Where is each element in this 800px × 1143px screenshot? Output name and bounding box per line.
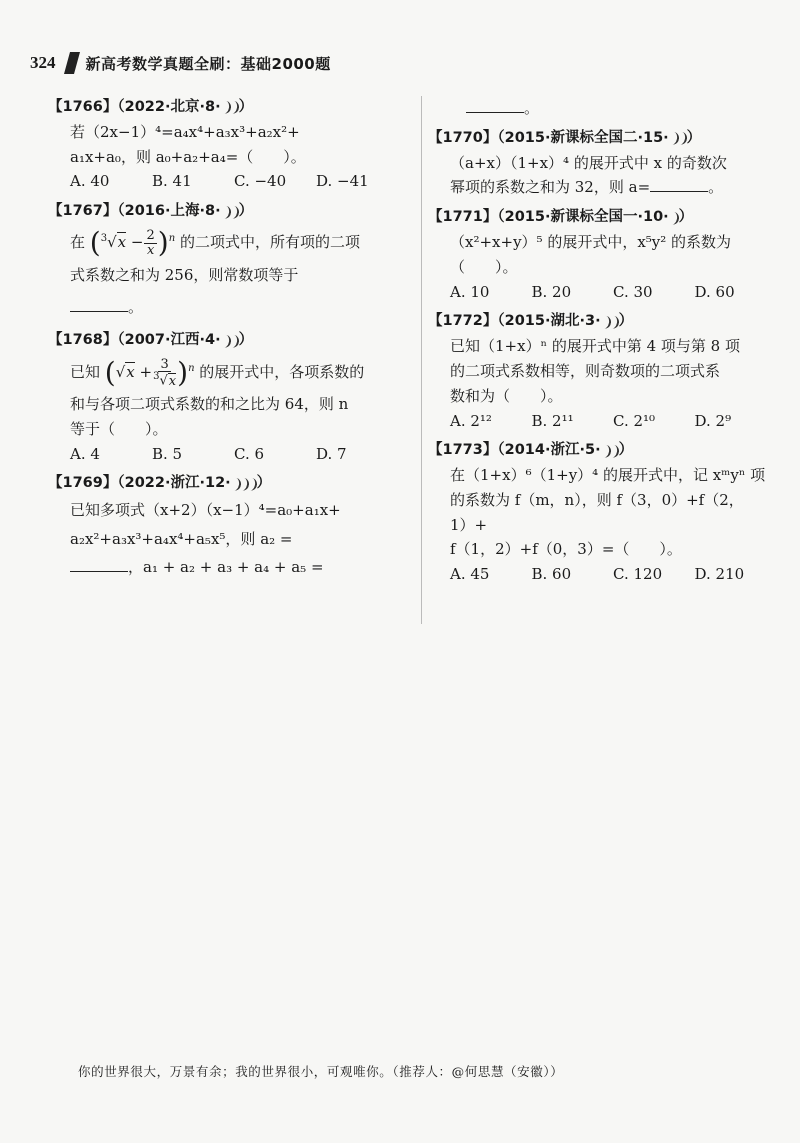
option-c: C. 30 bbox=[613, 282, 653, 301]
page-header bbox=[30, 50, 331, 76]
problem-text: 在 ($^3$√x − $\frac{2}{x}$ )$^n$ 的二项式中，所有项的二项 bbox=[70, 226, 360, 260]
option-a: A. 40 bbox=[70, 172, 110, 191]
answer-blank bbox=[650, 177, 708, 192]
problem-1771 bbox=[428, 206, 776, 304]
problem-text: 已知 (√x + $\frac{3}{^3√x}$ )$^n$ 的展开式中，各项系数的 bbox=[70, 356, 365, 390]
option-d: D. 210 bbox=[694, 565, 745, 584]
option-b: B. 20 bbox=[531, 282, 572, 301]
problem-1769-continued: 。 bbox=[436, 96, 776, 121]
book-title: 新高考数学真题全刷：基础2000题 bbox=[85, 54, 331, 73]
option-a: A. 2¹² bbox=[450, 411, 492, 430]
problem-text: 幂项的系数之和为 32，则 a= 。 bbox=[450, 178, 724, 197]
answer-options bbox=[436, 409, 776, 434]
problem-text: 。 bbox=[56, 292, 408, 324]
option-d: D. 2⁹ bbox=[694, 411, 732, 430]
option-a: A. 45 bbox=[450, 565, 490, 584]
difficulty-icon bbox=[222, 206, 238, 219]
problem-text: （ ）。 bbox=[450, 257, 518, 276]
problem-text: 在（1+x）⁶（1+y）⁴ 的展开式中，记 xᵐyⁿ 项 bbox=[450, 466, 766, 485]
difficulty-icon bbox=[602, 445, 618, 458]
answer-options bbox=[56, 169, 408, 194]
problem-1772 bbox=[428, 310, 776, 433]
problem-text: a₁x+a₀，则 a₀+a₂+a₄=（ ）。 bbox=[70, 147, 306, 166]
problem-heading: 【1770】（2015·新课标全国二·15· ） bbox=[428, 129, 702, 146]
problem-1773 bbox=[428, 439, 776, 587]
problem-text: 式系数之和为 256，则常数项等于 bbox=[70, 266, 299, 285]
problem-1769 bbox=[48, 472, 408, 581]
problem-text: 数和为（ ）。 bbox=[450, 386, 563, 405]
problem-heading: 【1772】（2015·湖北·3· ） bbox=[428, 313, 634, 330]
answer-options bbox=[56, 442, 408, 467]
difficulty-icon bbox=[670, 132, 686, 145]
math-expression: ($^3$√x − $\frac{2}{x}$ )$^n$ bbox=[89, 226, 176, 260]
option-b: B. 41 bbox=[152, 172, 192, 191]
difficulty-icon bbox=[232, 478, 256, 491]
math-expression: (√x + $\frac{3}{^3√x}$ )$^n$ bbox=[104, 356, 195, 390]
problem-text: 已知多项式（x+2）（x−1）⁴=a₀+a₁x+ bbox=[70, 501, 341, 520]
problem-heading: 【1773】（2014·浙江·5· ） bbox=[428, 442, 634, 459]
option-b: B. 5 bbox=[152, 444, 183, 463]
problem-1767 bbox=[48, 200, 408, 323]
slash-decoration-icon bbox=[64, 52, 80, 74]
answer-blank bbox=[466, 98, 524, 113]
answer-options bbox=[436, 562, 776, 587]
problem-text: （x²+x+y）⁵ 的展开式中，x⁵y² 的系数为 bbox=[450, 233, 732, 252]
problem-heading: 【1771】（2015·新课标全国一·10· ） bbox=[428, 209, 694, 226]
page-number: 324 bbox=[30, 53, 56, 72]
problem-text: 若（2x−1）⁴=a₄x⁴+a₃x³+a₂x²+ bbox=[70, 122, 300, 141]
option-b: B. 60 bbox=[531, 565, 572, 584]
left-column bbox=[48, 96, 408, 588]
option-a: A. 4 bbox=[70, 444, 100, 463]
option-c: C. 6 bbox=[234, 444, 265, 463]
right-column bbox=[428, 96, 776, 593]
option-a: A. 10 bbox=[450, 282, 490, 301]
difficulty-icon bbox=[222, 335, 238, 348]
problem-text: 和与各项二项式系数的和之比为 64，则 n bbox=[70, 395, 349, 414]
column-divider bbox=[421, 96, 422, 624]
problem-heading: 【1769】（2022·浙江·12· ） bbox=[48, 475, 272, 492]
answer-blank bbox=[70, 557, 128, 572]
problem-text: f（1，2）+f（0，3）=（ ）。 bbox=[450, 540, 682, 559]
problem-text: a₂x²+a₃x³+a₄x⁴+a₅x⁵，则 a₂ = bbox=[70, 529, 293, 548]
problem-heading: 【1766】（2022·北京·8· ） bbox=[48, 99, 254, 115]
difficulty-icon bbox=[222, 101, 238, 114]
problem-text: 的系数为 f（m，n），则 f（3，0）+f（2，1）+ bbox=[450, 490, 744, 534]
option-c: C. 120 bbox=[613, 565, 663, 584]
problem-text: 的二项式系数相等，则奇数项的二项式系 bbox=[450, 362, 721, 381]
problem-heading: 【1768】（2007·江西·4· ） bbox=[48, 332, 254, 349]
footer-quote: 你的世界很大，万景有余；我的世界很小，可观唯你。（推荐人：@何思慧（安徽）） bbox=[78, 1064, 564, 1079]
answer-options bbox=[436, 280, 776, 305]
difficulty-icon bbox=[670, 212, 678, 225]
problem-heading: 【1767】（2016·上海·8· ） bbox=[48, 203, 254, 220]
answer-blank bbox=[70, 297, 128, 312]
option-d: D. −41 bbox=[316, 172, 369, 191]
problem-1768 bbox=[48, 329, 408, 466]
option-c: C. −40 bbox=[234, 172, 287, 191]
problem-text: 等于（ ）。 bbox=[70, 419, 168, 438]
problem-1766 bbox=[48, 96, 408, 194]
option-d: D. 60 bbox=[694, 282, 735, 301]
problem-1770 bbox=[428, 127, 776, 200]
problem-text: ，a₁ + a₂ + a₃ + a₄ + a₅ = bbox=[56, 553, 408, 582]
problem-text: 已知（1+x）ⁿ 的展开式中第 4 项与第 8 项 bbox=[450, 337, 740, 356]
problem-text: （a+x）（1+x）⁴ 的展开式中 x 的奇数次 bbox=[450, 153, 727, 172]
option-d: D. 7 bbox=[316, 444, 347, 463]
option-b: B. 2¹¹ bbox=[531, 411, 574, 430]
option-c: C. 2¹⁰ bbox=[613, 411, 656, 430]
difficulty-icon bbox=[602, 316, 618, 329]
